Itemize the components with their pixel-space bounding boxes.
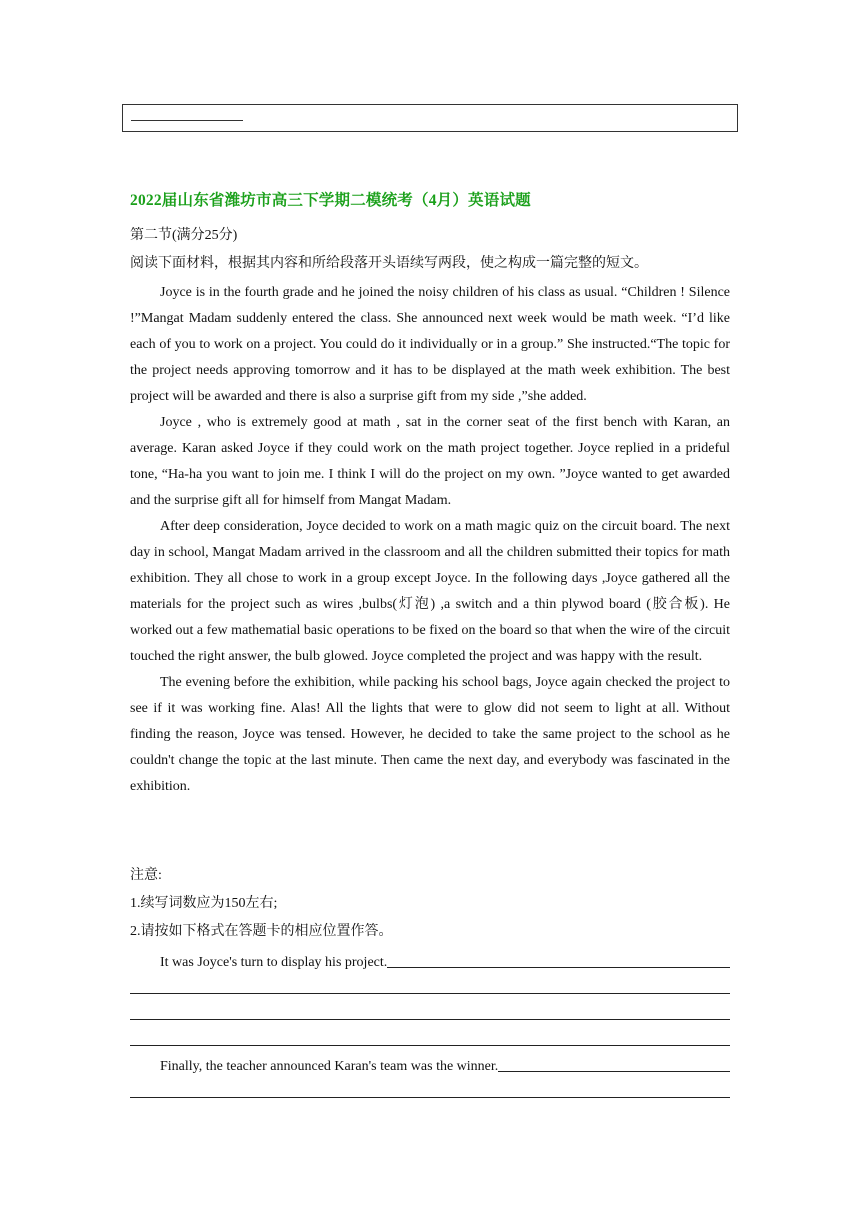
page-title: 2022届山东省潍坊市高三下学期二模统考（4月）英语试题: [130, 192, 531, 209]
section-label: 第二节(满分25分): [130, 228, 238, 243]
instruction-text: 阅读下面材料，根据其内容和所给段落开头语续写两段，使之构成一篇完整的短文。: [130, 256, 648, 271]
answer-blank[interactable]: [387, 967, 730, 968]
passage-paragraph: The evening before the exhibition, while packing his school bags, Joyce again checked the project to see if it was working fine. Alas! All the lights that were to glow did not seem to light at all. Without finding the reason, Joyce was tensed. However, he decided to take the same project to the school as he couldn't change the topic at the last minute. Then came the next day, and everybody was fascinated in the exhibition.: [130, 675, 730, 794]
passage: [130, 280, 730, 800]
answer-line[interactable]: [130, 1019, 730, 1020]
passage-paragraph: After deep consideration, Joyce decided to work on a math magic quiz on the circuit board. The next day in school, Mangat Madam arrived in the classroom and all the children submitted their topics for math exhibition. They all chose to work in a group except Joyce. In the following days ,Joyce gathered all the materials for the project such as wires ,bulbs(灯泡) ,a switch and a thin plywod board (胶合板). He worked out a few mathematial basic operations to be fixed on the board so that when the wire of the circuit touched the right answer, the bulb glowed. Joyce completed the project and was happy with the result.: [130, 519, 730, 664]
prompt-row-1: [130, 951, 730, 971]
answer-blank[interactable]: [498, 1071, 730, 1072]
note-item: 2.请按如下格式在答题卡的相应位置作答。: [130, 924, 393, 939]
answer-line[interactable]: [130, 1045, 730, 1046]
note-item: 1.续写词数应为150左右;: [130, 896, 278, 911]
prompt-1-text: It was Joyce's turn to display his project.: [160, 955, 388, 970]
answer-line[interactable]: [130, 1097, 730, 1098]
notes-label: 注意:: [130, 868, 162, 883]
notes-block: [130, 862, 393, 946]
header-blank-line: [131, 120, 243, 121]
passage-paragraph: Joyce is in the fourth grade and he joined the noisy children of his class as usual. “Children ! Silence !”Mangat Madam suddenly entered the class. She announced next week would be math week. “I’d like each of you to work on a project. You could do it individually or in a group.” She instructed.“The topic for the project needs approving tomorrow and it has to be displayed at the math week exhibition. The best project will be awarded and there is also a surprise gift from my side ,”she added.: [130, 285, 730, 404]
passage-paragraph: Joyce , who is extremely good at math , sat in the corner seat of the first bench with Karan, an average. Karan asked Joyce if they could work on the math project together. Joyce replied in a prideful tone, “Ha-ha you want to join me. I think I will do the project on my own. ”Joyce wanted to get awarded and the surprise gift all for himself from Mangat Madam.: [130, 415, 730, 508]
prompt-row-2: [130, 1055, 730, 1075]
header-box: [122, 104, 738, 132]
prompt-2-text: Finally, the teacher announced Karan's team was the winner.: [160, 1059, 499, 1074]
answer-line[interactable]: [130, 993, 730, 994]
